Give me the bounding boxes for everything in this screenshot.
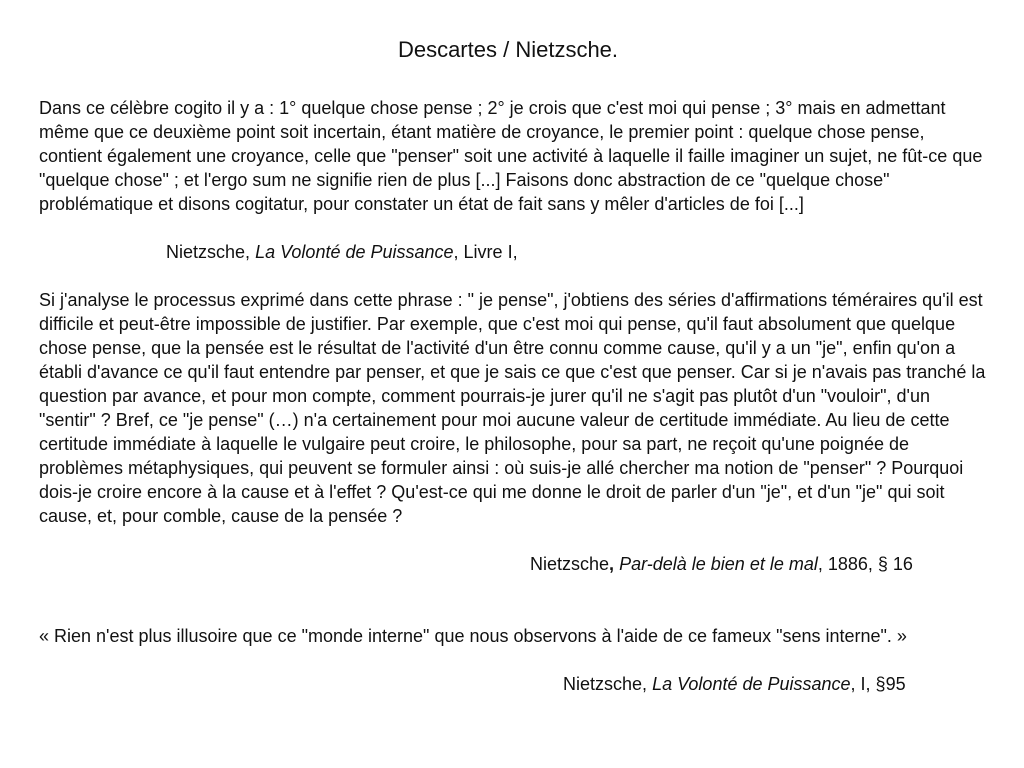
quote-text-3: « Rien n'est plus illusoire que ce "monde interne" que nous observons à l'aide de ce fameux "sens interne". » <box>39 626 907 646</box>
citation-2-work: Par-delà le bien et le mal <box>619 554 818 574</box>
quote-passage-2 <box>39 288 990 528</box>
citation-1-author: Nietzsche, <box>166 242 251 262</box>
citation-1 <box>166 240 518 264</box>
citation-2-ref: , 1886, § 16 <box>817 554 913 574</box>
quote-passage-3 <box>39 624 990 648</box>
citation-3 <box>563 672 906 696</box>
citation-2-comma: , <box>609 554 615 574</box>
quote-text-1: Dans ce célèbre cogito il y a : 1° quelque chose pense ; 2° je crois que c'est moi qui pense ; 3° mais en admettant même que ce deuxième point soit incertain, étant matière de croyance, le premier point : quelque chose pense, contient également une croyance, celle que "penser" soit une activité à laquelle il faille imaginer un sujet, ne fût-ce que "quelque chose" ; et l'ergo sum ne signifie rien de plus [...] Faisons donc abstraction de ce "quelque chose" problématique et disons cogitatur, pour constater un état de fait sans y mêler d'articles de foi [...] <box>39 98 983 214</box>
citation-3-work: La Volonté de Puissance <box>652 674 851 694</box>
citation-2-author: Nietzsche <box>530 554 610 574</box>
slide-title: Descartes / Nietzsche. <box>397 37 619 62</box>
citation-1-work: La Volonté de Puissance <box>255 242 454 262</box>
quote-text-2: Si j'analyse le processus exprimé dans cette phrase : " je pense", j'obtiens des séries d'affirmations téméraires qu'il est difficile et peut-être impossible de justifier. Par exemple, que c'est moi qui pense, qu'il faut absolument que quelque chose pense, que la pensée est le résultat de l'activité d'un être connu comme cause, qu'il y a un "je", enfin qu'on a établi d'avance ce qu'il faut entendre par penser, et que je sais ce que c'est que penser. Car si je n'avais pas tranché la question par avance, et pour mon compte, comment pourrais-je jurer qu'il ne s'agit pas plutôt d'un "vouloir", d'un "sentir" ? Bref, ce "je pense" (…) n'a certainement pour moi aucune valeur de certitude immédiate. Au lieu de cette certitude immédiate à laquelle le vulgaire peut croire, le philosophe, pour sa part, ne reçoit qu'une poignée de problèmes métaphysiques, qui peuvent se formuler ainsi : où suis-je allé chercher ma notion de "penser" ? Pourquoi dois-je croire encore à la cause et à l'effet ? Qu'est-ce qui me donne le droit de parler d'un "je", et d'un "je" qui soit cause, et, pour comble, cause de la pensée ? <box>39 290 986 526</box>
citation-3-author: Nietzsche, <box>563 674 648 694</box>
quote-passage-1 <box>39 96 990 216</box>
citation-2 <box>530 552 913 576</box>
citation-3-ref: , I, §95 <box>850 674 906 694</box>
citation-1-ref: , Livre I, <box>453 242 518 262</box>
